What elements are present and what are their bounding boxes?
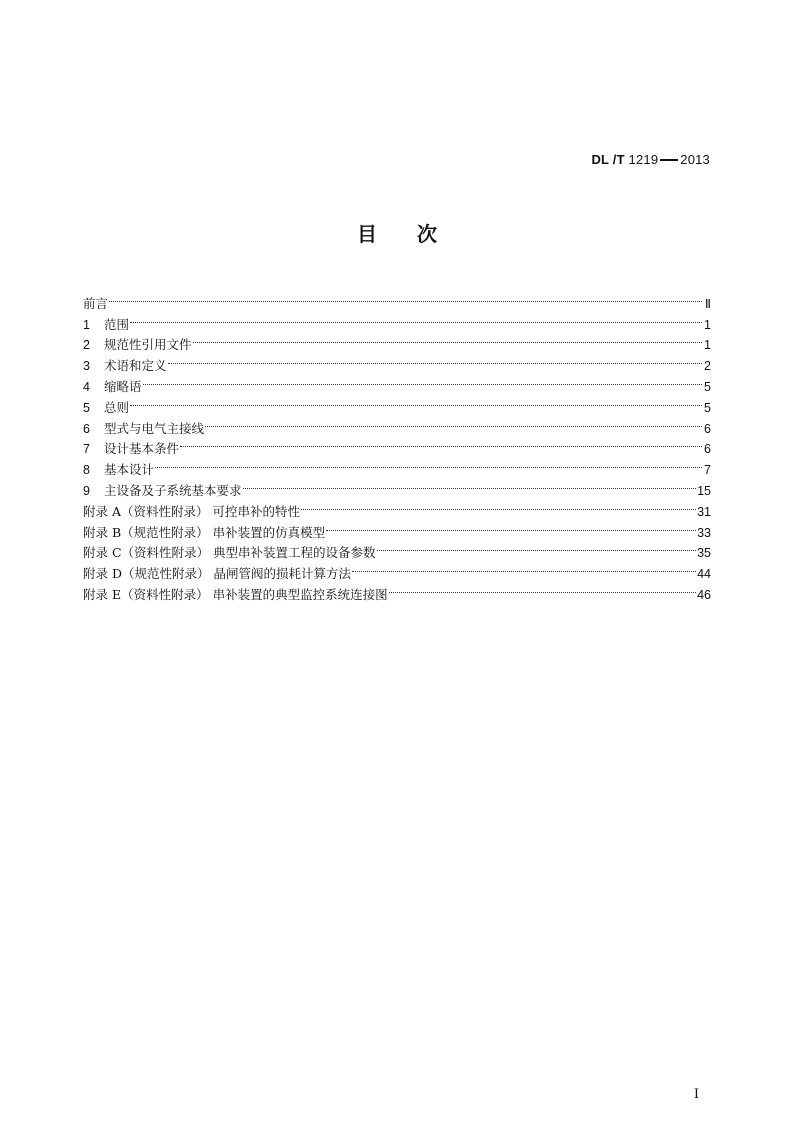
toc-entry[interactable] bbox=[83, 287, 711, 311]
toc-entry-page: 6 bbox=[704, 442, 711, 457]
toc-entry[interactable] bbox=[83, 308, 711, 332]
document-code-number: 1219 bbox=[628, 152, 659, 167]
toc-dot-leader bbox=[301, 495, 696, 516]
toc-entry-title: 术语和定义 bbox=[104, 358, 167, 374]
page-title: 目次 bbox=[357, 222, 477, 246]
toc-entry[interactable] bbox=[83, 370, 711, 394]
toc-entry-title: 前言 bbox=[83, 295, 109, 311]
toc-entry[interactable] bbox=[83, 391, 711, 415]
toc-dot-leader bbox=[326, 516, 696, 537]
toc-entry-number: 5 bbox=[83, 400, 90, 415]
toc-entry-number: 3 bbox=[83, 359, 90, 374]
document-code-dash bbox=[660, 159, 678, 161]
toc-dot-leader bbox=[130, 308, 702, 329]
table-of-contents bbox=[83, 287, 711, 602]
page-number: I bbox=[693, 1087, 699, 1102]
toc-entry[interactable] bbox=[83, 474, 711, 498]
toc-entry-title: 型式与电气主接线 bbox=[104, 420, 205, 436]
toc-entry-page: 5 bbox=[704, 379, 711, 394]
toc-entry[interactable] bbox=[83, 349, 711, 374]
toc-entry-number: 8 bbox=[83, 463, 90, 478]
toc-entry-number: 2 bbox=[83, 338, 90, 353]
toc-dot-leader bbox=[143, 370, 702, 391]
document-code-year: 2013 bbox=[680, 152, 710, 167]
toc-entry-title: 附录 E（资料性附录） 串补装置的典型监控系统连接图 bbox=[83, 586, 388, 602]
toc-dot-leader bbox=[352, 557, 696, 578]
toc-entry-page: 33 bbox=[697, 525, 711, 540]
toc-entry-title: 附录 A（资料性附录） 可控串补的特性 bbox=[83, 503, 300, 519]
toc-entry-page: 1 bbox=[704, 338, 711, 353]
toc-dot-leader bbox=[130, 391, 702, 412]
toc-entry-page: 2 bbox=[704, 359, 711, 374]
toc-dot-leader bbox=[193, 329, 702, 350]
toc-entry-number: 7 bbox=[83, 442, 90, 457]
toc-entry-title: 附录 D（规范性附录） 晶闸管阀的损耗计算方法 bbox=[83, 566, 351, 582]
toc-entry-page: 7 bbox=[704, 463, 711, 478]
toc-dot-leader bbox=[155, 453, 702, 474]
toc-entry-page: 1 bbox=[704, 317, 711, 332]
toc-entry-number: 4 bbox=[83, 379, 90, 394]
toc-entry-page: 35 bbox=[697, 546, 711, 561]
toc-entry-page: 46 bbox=[697, 587, 711, 602]
toc-entry-title: 规范性引用文件 bbox=[104, 337, 192, 353]
toc-entry-title: 设计基本条件 bbox=[104, 441, 180, 457]
toc-entry-title: 缩略语 bbox=[104, 378, 142, 394]
toc-entry-title: 附录 C（资料性附录） 典型串补装置工程的设备参数 bbox=[83, 545, 376, 561]
toc-entry-title: 范围 bbox=[104, 316, 130, 332]
toc-entry-number: 6 bbox=[83, 421, 90, 436]
toc-entry[interactable] bbox=[83, 412, 711, 436]
document-code-prefix: DL /T bbox=[591, 152, 625, 167]
toc-entry-page: 5 bbox=[704, 400, 711, 415]
toc-entry-number: 9 bbox=[83, 483, 90, 498]
toc-dot-leader bbox=[180, 433, 702, 454]
toc-dot-leader bbox=[109, 287, 702, 308]
toc-entry-number: 1 bbox=[83, 317, 90, 332]
toc-entry-page: 15 bbox=[697, 483, 711, 498]
toc-entry-title: 总则 bbox=[104, 399, 130, 415]
toc-dot-leader bbox=[377, 537, 697, 558]
toc-dot-leader bbox=[168, 349, 702, 370]
toc-dot-leader bbox=[243, 474, 697, 495]
toc-entry-page: 31 bbox=[697, 504, 711, 519]
toc-entry[interactable] bbox=[83, 329, 711, 353]
toc-entry[interactable] bbox=[83, 453, 711, 478]
document-code bbox=[591, 152, 710, 167]
toc-entry-page: Ⅱ bbox=[704, 296, 711, 311]
toc-dot-leader bbox=[205, 412, 702, 433]
toc-entry-title: 主设备及子系统基本要求 bbox=[104, 482, 242, 498]
toc-dot-leader bbox=[389, 578, 697, 599]
toc-entry-page: 44 bbox=[697, 567, 711, 582]
toc-entry-title: 基本设计 bbox=[104, 462, 155, 478]
toc-entry-title: 附录 B（规范性附录） 串补装置的仿真模型 bbox=[83, 524, 326, 540]
toc-entry-page: 6 bbox=[704, 421, 711, 436]
